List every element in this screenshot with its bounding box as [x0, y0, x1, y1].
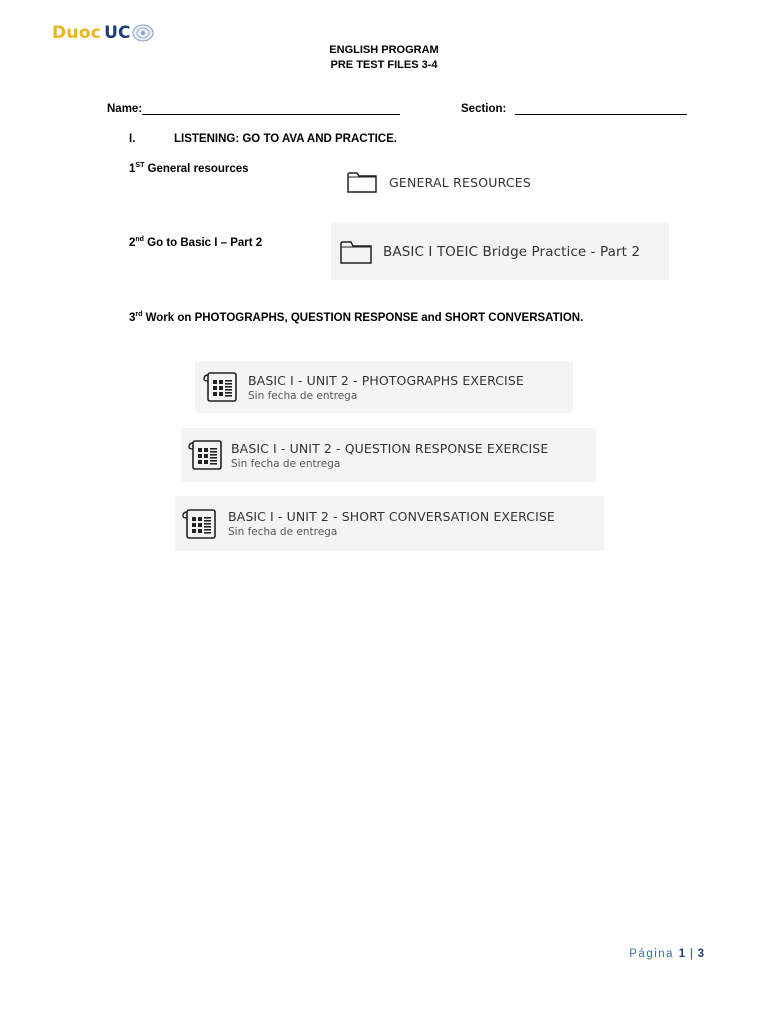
exercise-due-status: Sin fecha de entrega	[231, 457, 341, 470]
exercise-title: BASIC I - UNIT 2 - PHOTOGRAPHS EXERCISE	[248, 372, 524, 388]
exercise-card-photographs[interactable]	[195, 361, 573, 413]
exercise-title: BASIC I - UNIT 2 - QUESTION RESPONSE EXERCISE	[231, 440, 549, 456]
step-1-number: 1	[129, 163, 136, 175]
section-blank[interactable]	[515, 102, 687, 115]
footer-page-total: 3	[697, 948, 704, 960]
section-i-title: LISTENING: GO TO AVA AND PRACTICE.	[174, 133, 397, 145]
exercise-due-status: Sin fecha de entrega	[248, 389, 358, 402]
name-blank[interactable]	[142, 102, 400, 115]
step-1	[129, 163, 249, 175]
step-1-text: General resources	[144, 163, 249, 175]
footer-page-number: 1	[678, 948, 686, 960]
assignment-icon	[182, 508, 218, 540]
general-resources-label: GENERAL RESOURCES	[389, 174, 532, 190]
footer-page-word: Página	[629, 948, 675, 960]
name-field	[107, 102, 400, 115]
header-subtitle: PRE TEST FILES 3-4	[330, 59, 438, 71]
section-field	[461, 102, 687, 115]
assignment-icon	[188, 439, 224, 471]
header-program: ENGLISH PROGRAM	[329, 44, 439, 56]
step-3-ordinal: rd	[135, 311, 143, 319]
step-3	[129, 312, 583, 324]
section-i-numeral: I.	[129, 133, 136, 145]
step-2	[129, 237, 262, 249]
step-3-number: 3	[129, 312, 136, 324]
uc-seal-icon	[132, 24, 154, 42]
name-label: Name:	[107, 103, 143, 115]
exercise-card-short-conversation[interactable]	[175, 496, 604, 551]
step-2-ordinal: nd	[135, 236, 144, 244]
exercise-card-question-response[interactable]	[181, 428, 596, 482]
page-footer	[629, 948, 704, 960]
logo-text-uc: UC	[104, 23, 131, 43]
folder-icon	[347, 171, 377, 193]
exercise-card-texts	[231, 441, 548, 470]
exercise-card-texts	[248, 373, 524, 402]
exercise-due-status: Sin fecha de entrega	[228, 526, 338, 538]
assignment-icon	[203, 371, 239, 403]
folder-icon	[340, 240, 372, 264]
general-resources-link[interactable]	[347, 171, 531, 193]
logo-text-duoc: Duoc	[52, 23, 102, 43]
basic-i-folder-card[interactable]	[331, 223, 669, 280]
step-1-ordinal: ST	[135, 162, 145, 170]
exercise-card-texts	[228, 509, 555, 538]
document-header	[0, 43, 768, 73]
section-label: Section:	[461, 103, 507, 115]
exercise-title: BASIC I - UNIT 2 - SHORT CONVERSATION EXERCISE	[228, 509, 555, 524]
basic-i-folder-label: BASIC I TOEIC Bridge Practice - Part 2	[383, 243, 641, 260]
step-2-text: Go to Basic I – Part 2	[143, 237, 263, 249]
footer-separator: |	[689, 948, 693, 960]
step-3-text: Work on PHOTOGRAPHS, QUESTION RESPONSE and SHORT CONVERSATION.	[142, 312, 584, 324]
step-2-number: 2	[129, 237, 136, 249]
